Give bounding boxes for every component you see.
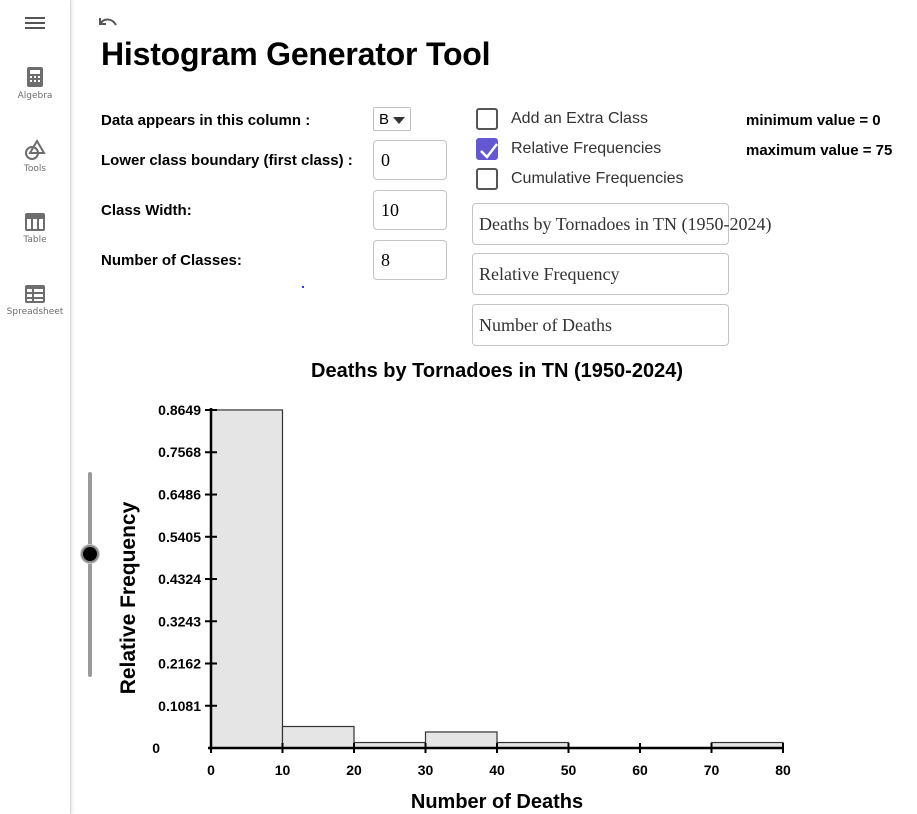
x-tick-label: 70 [703, 762, 720, 778]
calculator-icon [26, 66, 44, 88]
bars-group [211, 410, 783, 748]
checkbox-box[interactable] [476, 168, 498, 190]
y-tick-label: 0.1081 [158, 697, 201, 714]
spreadsheet-icon [24, 284, 46, 304]
chart-y-axis-label: Relative Frequency [117, 501, 140, 695]
class-width-label: Class Width: [101, 202, 192, 219]
y-tick-label: 0.3243 [158, 613, 201, 630]
sidebar-item-label: Spreadsheet [6, 307, 64, 317]
histogram-bar [283, 727, 355, 748]
page-title: Histogram Generator Tool [101, 36, 491, 72]
x-tick-label: 10 [274, 762, 291, 778]
sidebar-item-spreadsheet[interactable] [0, 284, 70, 317]
slider-thumb[interactable] [81, 545, 99, 563]
num-classes-input[interactable]: 8 [373, 240, 447, 280]
checkmark-icon [479, 141, 499, 161]
minimum-value-text: minimum value = 0 [746, 112, 881, 129]
relative-frequencies-label: Relative Frequencies [511, 140, 662, 157]
menu-icon[interactable] [23, 14, 47, 34]
decorative-dot [302, 286, 304, 288]
histogram-bar [426, 732, 498, 748]
sidebar-item-label: Algebra [17, 91, 53, 101]
table-icon [24, 212, 46, 232]
shapes-icon [23, 139, 47, 161]
y-tick-label: 0.5405 [158, 528, 201, 545]
vertical-slider[interactable] [80, 470, 100, 680]
x-tick-label: 0 [207, 762, 215, 778]
num-classes-label: Number of Classes: [101, 252, 242, 269]
x-tick-label: 50 [560, 762, 577, 778]
x-tick-label: 30 [417, 762, 434, 778]
column-select-value: B [379, 111, 390, 128]
chart-x-axis-label: Number of Deaths [410, 791, 584, 813]
checkbox-box[interactable] [476, 138, 498, 160]
y-tick-label: 0 [152, 740, 160, 756]
caret-down-icon [393, 117, 405, 124]
x-tick-label: 60 [632, 762, 648, 778]
maximum-value-text: maximum value = 75 [746, 142, 893, 159]
x-tick-label: 20 [346, 762, 362, 778]
lower-boundary-input[interactable]: 0 [373, 140, 447, 180]
histogram-chart [100, 350, 820, 812]
column-label: Data appears in this column : [101, 112, 311, 129]
checkbox-box[interactable] [476, 108, 498, 130]
y-label-input[interactable]: Relative Frequency [472, 253, 729, 295]
x-label-input[interactable]: Number of Deaths [472, 304, 729, 346]
extra-class-label: Add an Extra Class [511, 110, 648, 127]
slider-track[interactable] [88, 472, 92, 677]
sidebar-item-table[interactable] [0, 212, 70, 245]
sidebar-item-tools[interactable] [0, 139, 70, 174]
sidebar [0, 0, 71, 814]
chart-title: Deaths by Tornadoes in TN (1950-2024) [311, 360, 683, 382]
x-tick-label: 80 [775, 762, 791, 778]
column-select[interactable] [373, 107, 411, 131]
cumulative-frequencies-label: Cumulative Frequencies [511, 170, 684, 187]
y-tick-label: 0.6486 [158, 486, 201, 503]
lower-boundary-label: Lower class boundary (first class) : [101, 152, 353, 169]
chart-title-input[interactable]: Deaths by Tornadoes in TN (1950-2024) [472, 203, 729, 245]
y-tick-label: 0.4324 [158, 571, 201, 588]
histogram-bar [211, 410, 283, 748]
sidebar-item-algebra[interactable] [0, 66, 70, 101]
x-tick-label: 40 [489, 762, 505, 778]
y-tick-label: 0.2162 [158, 655, 201, 672]
sidebar-item-label: Tools [23, 164, 47, 174]
undo-icon[interactable] [96, 14, 120, 34]
class-width-input[interactable]: 10 [373, 190, 447, 230]
y-tick-label: 0.8649 [158, 402, 201, 418]
y-tick-label: 0.7568 [158, 444, 201, 461]
sidebar-item-label: Table [23, 235, 47, 245]
